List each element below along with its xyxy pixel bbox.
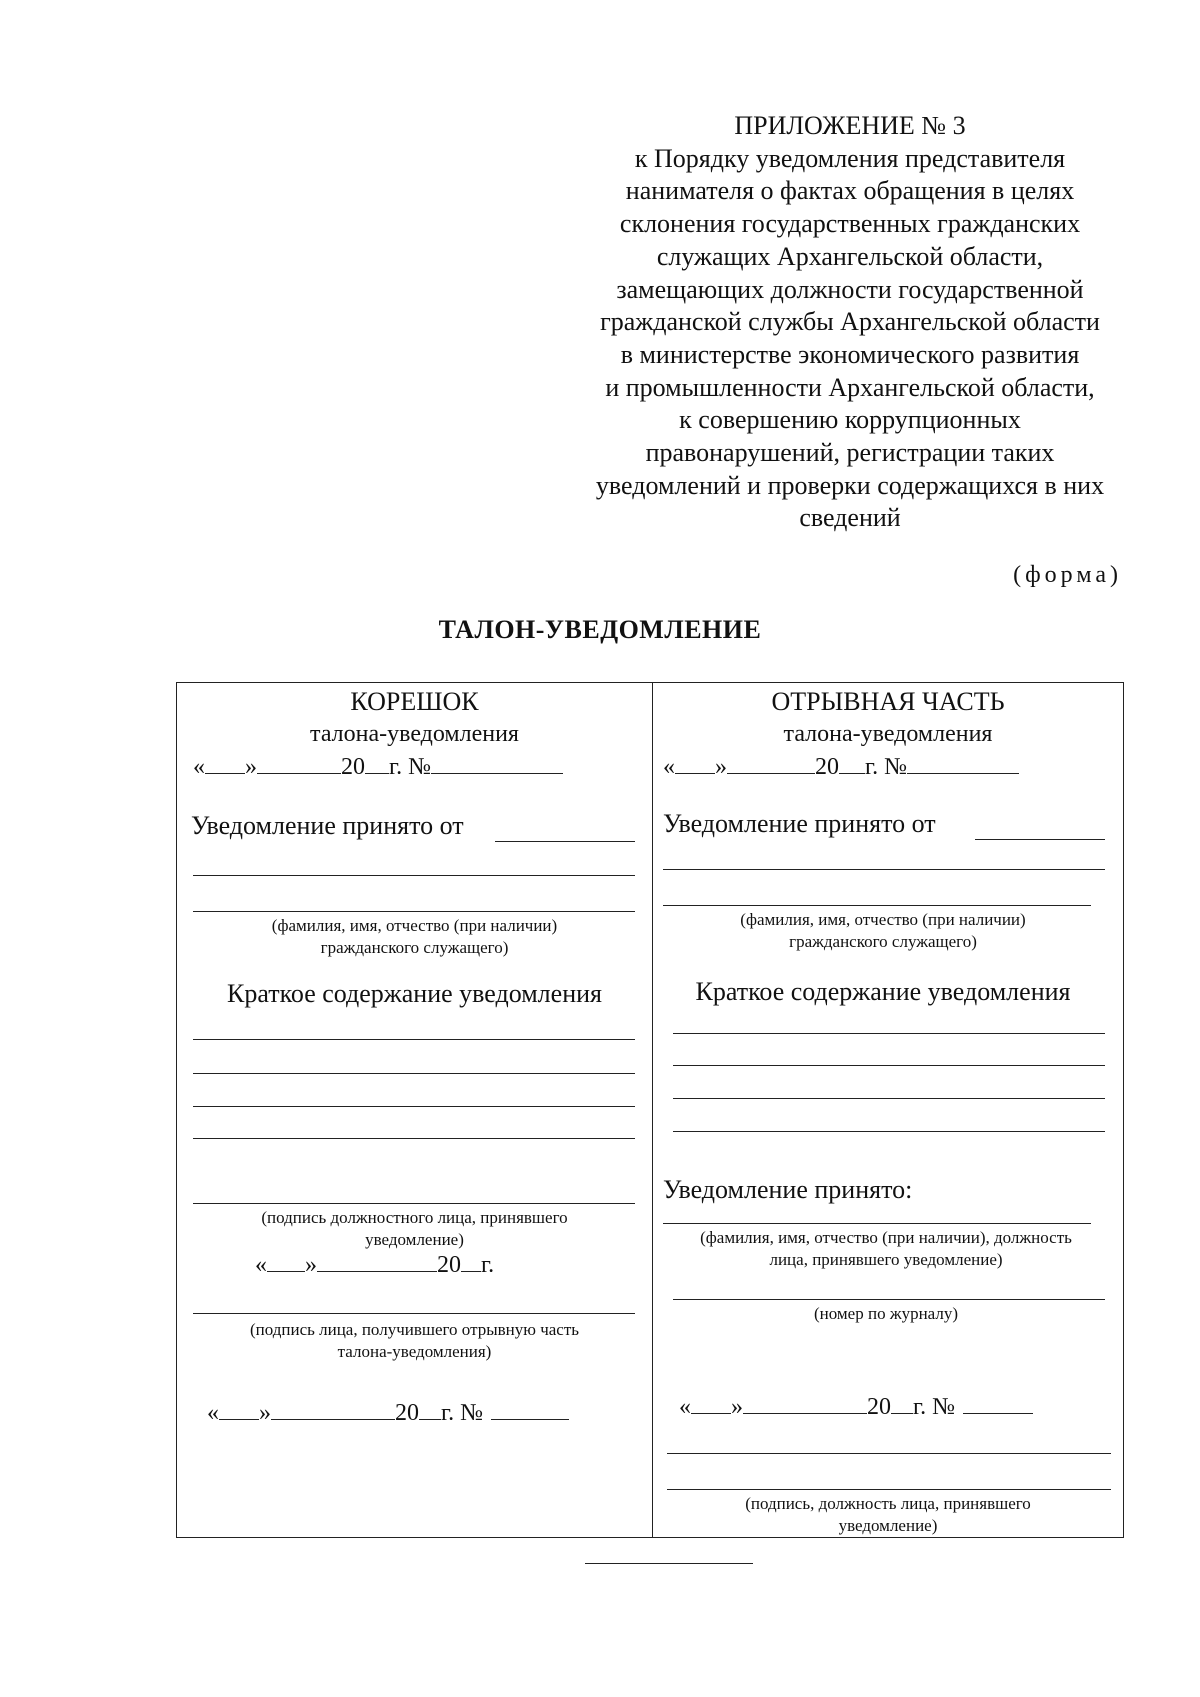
summary-line[interactable] <box>193 1039 635 1040</box>
year-prefix: 20 <box>395 1400 419 1426</box>
appendix-line: замещающих должности государственной <box>616 274 1084 304</box>
day-blank[interactable] <box>219 1399 259 1420</box>
fio-caption: (фамилия, имя, отчество (при наличии) <box>740 910 1026 929</box>
year-prefix: 20 <box>437 1252 461 1278</box>
accepted-by-caption: лица, принявшего уведомление) <box>769 1250 1003 1269</box>
summary-line[interactable] <box>673 1065 1105 1066</box>
year-suffix: г. <box>481 1252 495 1278</box>
signature-caption: (подпись, должность лица, принявшего <box>745 1494 1031 1513</box>
year-blank[interactable] <box>365 753 389 774</box>
fio-caption: гражданского служащего) <box>320 938 509 957</box>
received-from-blank[interactable] <box>495 841 635 842</box>
year-prefix: 20 <box>815 754 839 780</box>
quote-open: « <box>663 754 675 780</box>
appendix-line: гражданской службы Архангельской области <box>600 307 1100 337</box>
signature-caption: уведомление) <box>838 1516 938 1535</box>
journal-number-line[interactable] <box>673 1299 1105 1300</box>
tear-off-summary-label: Краткое содержание уведомления <box>695 977 1071 1006</box>
month-blank[interactable] <box>743 1393 867 1414</box>
coupon-table <box>176 682 1124 1538</box>
month-blank[interactable] <box>727 753 815 774</box>
document-title: ТАЛОН-УВЕДОМЛЕНИЕ <box>438 615 762 644</box>
appendix-line: нанимателя о фактах обращения в целях <box>625 176 1075 206</box>
summary-line[interactable] <box>673 1131 1105 1132</box>
fio-caption: (фамилия, имя, отчество (при наличии) <box>271 916 558 935</box>
stub-date-row-3 <box>207 1399 569 1427</box>
quote-close: » <box>259 1400 271 1426</box>
appendix-line: в министерстве экономического развития <box>620 339 1080 369</box>
journal-number-caption: (номер по журналу) <box>813 1304 959 1323</box>
signature-line[interactable] <box>667 1453 1111 1454</box>
year-blank[interactable] <box>891 1393 913 1414</box>
number-blank[interactable] <box>491 1399 569 1420</box>
number-blank[interactable] <box>963 1393 1033 1414</box>
summary-line[interactable] <box>193 1073 635 1074</box>
quote-open: « <box>255 1252 267 1278</box>
tear-off-date-row-2 <box>679 1393 1033 1421</box>
receiver-signature-caption: талона-уведомления) <box>337 1342 492 1361</box>
appendix-line: к Порядку уведомления представителя <box>634 143 1066 173</box>
tear-off-heading: ОТРЫВНАЯ ЧАСТЬ <box>771 687 1005 716</box>
fio-blank-line[interactable] <box>663 905 1091 906</box>
summary-line[interactable] <box>673 1033 1105 1034</box>
summary-line[interactable] <box>193 1106 635 1107</box>
year-prefix: 20 <box>867 1394 891 1420</box>
quote-open: « <box>193 754 205 780</box>
official-signature-caption: уведомление) <box>365 1230 464 1249</box>
appendix-line: правонарушений, регистрации таких <box>645 438 1055 468</box>
tear-off-accepted-label: Уведомление принято: <box>663 1175 913 1204</box>
appendix-line: служащих Архангельской области, <box>656 241 1044 271</box>
year-prefix: 20 <box>341 754 365 780</box>
quote-close: » <box>245 754 257 780</box>
number-label: г. № <box>913 1394 956 1420</box>
receiver-signature-caption: (подпись лица, получившего отрывную часть <box>249 1320 580 1339</box>
month-blank[interactable] <box>257 753 341 774</box>
day-blank[interactable] <box>691 1393 731 1414</box>
appendix-line: уведомлений и проверки содержащихся в них <box>595 470 1105 500</box>
stub-received-from: Уведомление принято от <box>191 811 464 840</box>
appendix-line: склонения государственных гражданских <box>619 209 1081 239</box>
summary-line[interactable] <box>673 1098 1105 1099</box>
number-label: г. № <box>865 754 908 780</box>
summary-line[interactable] <box>193 1138 635 1139</box>
quote-close: » <box>715 754 727 780</box>
month-blank[interactable] <box>271 1399 395 1420</box>
fio-blank-line[interactable] <box>663 869 1105 870</box>
year-blank[interactable] <box>419 1399 441 1420</box>
tear-off-column <box>653 683 1123 1537</box>
footer-divider <box>585 1563 753 1564</box>
appendix-header <box>570 110 1130 535</box>
quote-open: « <box>207 1400 219 1426</box>
fio-blank-line[interactable] <box>193 875 635 876</box>
stub-date-row-2 <box>255 1251 494 1279</box>
quote-open: « <box>679 1394 691 1420</box>
receiver-signature-line[interactable] <box>193 1313 635 1314</box>
appendix-line: сведений <box>799 503 901 533</box>
stub-subheading: талона-уведомления <box>310 721 519 747</box>
signature-line[interactable] <box>667 1489 1111 1490</box>
appendix-line: и промышленности Архангельской области, <box>605 372 1095 402</box>
stub-heading: КОРЕШОК <box>350 687 479 716</box>
accepted-by-caption: (фамилия, имя, отчество (при наличии), должность <box>700 1228 1072 1247</box>
tear-off-received-from: Уведомление принято от <box>663 809 936 838</box>
accepted-by-line[interactable] <box>663 1223 1091 1224</box>
month-blank[interactable] <box>317 1251 437 1272</box>
official-signature-caption: (подпись должностного лица, принявшего <box>261 1208 568 1227</box>
appendix-line: к совершению коррупционных <box>679 405 1021 435</box>
year-blank[interactable] <box>461 1251 481 1272</box>
number-label: г. № <box>441 1400 484 1426</box>
stub-date-row <box>193 753 563 781</box>
number-label: г. № <box>389 754 432 780</box>
quote-close: » <box>731 1394 743 1420</box>
tear-off-date-row <box>663 753 1019 781</box>
quote-close: » <box>305 1252 317 1278</box>
received-from-blank[interactable] <box>975 839 1105 840</box>
fio-caption: гражданского служащего) <box>789 932 977 951</box>
tear-off-subheading: талона-уведомления <box>783 721 993 747</box>
number-blank[interactable] <box>431 753 563 774</box>
appendix-line: ПРИЛОЖЕНИЕ № 3 <box>734 111 966 140</box>
stub-summary-label: Краткое содержание уведомления <box>227 979 602 1008</box>
day-blank[interactable] <box>205 753 245 774</box>
number-blank[interactable] <box>907 753 1019 774</box>
year-blank[interactable] <box>839 753 865 774</box>
day-blank[interactable] <box>675 753 715 774</box>
form-mark: (форма) <box>1013 562 1122 588</box>
official-signature-line[interactable] <box>193 1203 635 1204</box>
fio-blank-line[interactable] <box>193 911 635 912</box>
day-blank[interactable] <box>267 1251 305 1272</box>
stub-column <box>177 683 652 1537</box>
